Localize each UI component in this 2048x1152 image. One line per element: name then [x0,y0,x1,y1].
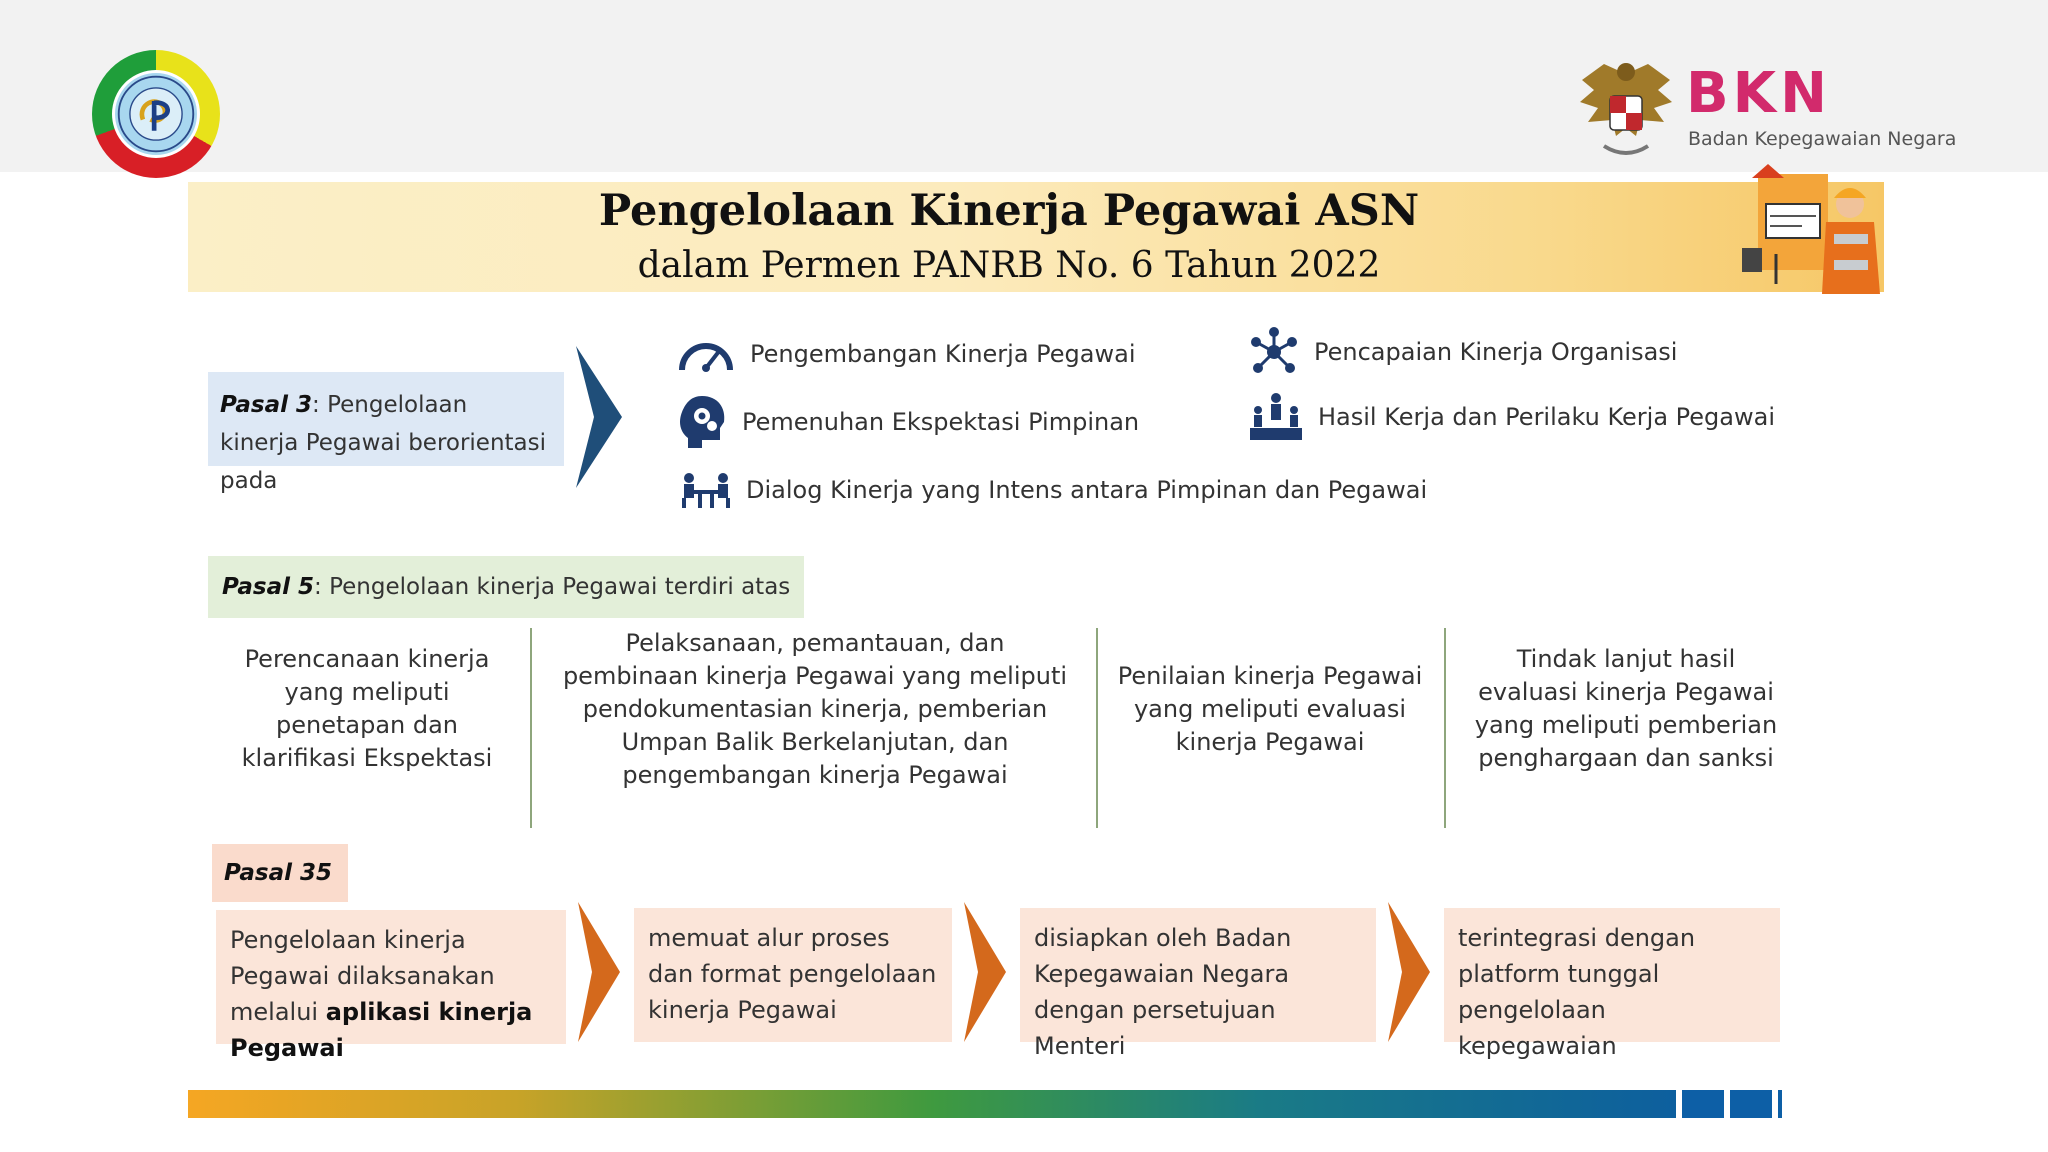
pasal5-text: : Pengelolaan kinerja Pegawai terdiri atas [314,574,791,600]
column-divider [1444,628,1446,828]
column-divider [530,628,532,828]
pasal3-item-5 [680,470,1427,510]
pasal3-item-text: Hasil Kerja dan Perilaku Kerja Pegawai [1318,403,1775,431]
pasal35-label-box [212,844,348,902]
pasal3-item-text: Pengembangan Kinerja Pegawai [750,340,1136,368]
pasal35-box1-bold: aplikasi kinerja Pegawai [230,998,533,1062]
pasal5-column-3: Penilaian kinerja Pegawai yang meliputi evaluasi kinerja Pegawai [1117,662,1423,756]
kinerja-logo-emblem [112,70,200,158]
arrow-right-icon [574,346,624,488]
pasal3-box [208,372,564,494]
arrow-right-icon [576,902,622,1042]
pasal3-item-1 [676,334,1136,374]
pasal35-box-1 [216,910,566,1062]
pasal3-item-4 [1248,392,1775,442]
pasal3-text: : Pengelolaan kinerja Pegawai berorientasi pada [220,392,547,494]
pasal35-box-2: memuat alur proses dan format pengelolaan kinerja Pegawai [634,908,952,1042]
pasal5-column-4: Tindak lanjut hasil evaluasi kinerja Pegawai yang meliputi pemberian penghargaan dan sanksi [1474,645,1778,772]
meeting-icon [680,470,732,510]
pasal35-box-3: disiapkan oleh Badan Kepegawaian Negara dengan persetujuan Menteri [1020,908,1376,1042]
footer-block [1682,1090,1724,1118]
worker-illustration-icon [1730,164,1890,294]
network-icon [1248,326,1300,378]
pasal5-column-2: Pelaksanaan, pemantauan, dan pembinaan kinerja Pegawai yang meliputi pendokumentasian kinerja, pemberian Umpan Balik Berkelanjutan, dan pengembangan kinerja Pegawai [562,629,1068,789]
team-podium-icon [1248,392,1304,442]
pasal35-box-4: terintegrasi dengan platform tunggal pengelolaan kepegawaian [1444,908,1780,1042]
pasal3-item-3 [678,394,1139,450]
bkn-wordmark: BKN [1686,61,1831,126]
pasal3-item-text: Dialog Kinerja yang Intens antara Pimpinan dan Pegawai [746,476,1428,504]
pasal5-label: Pasal 5 [222,574,315,600]
pasal35-box1-text: Pengelolaan kinerja Pegawai dilaksanakan melalui [230,926,495,1026]
pasal3-label: Pasal 3 [220,392,313,418]
footer-block [1730,1090,1772,1118]
pasal5-column-1: Perencanaan kinerja yang meliputi penetapan dan klarifikasi Ekspektasi [241,645,493,772]
page-subtitle: dalam Permen PANRB No. 6 Tahun 2022 [637,245,1381,286]
kinerja-logo [92,50,220,178]
pasal3-item-text: Pemenuhan Ekspektasi Pimpinan [742,408,1140,436]
arrow-right-icon [1386,902,1432,1042]
footer-block [1778,1090,1782,1118]
speedometer-icon [676,334,736,374]
arrow-right-icon [962,902,1008,1042]
pasal5-box [208,556,804,618]
page-title: Pengelolaan Kinerja Pegawai ASN [598,186,1420,236]
head-gears-icon [678,394,728,450]
pasal35-label: Pasal 35 [224,860,333,886]
pasal3-item-text: Pencapaian Kinerja Organisasi [1314,338,1678,366]
pasal3-item-2 [1248,326,1677,378]
garuda-emblem-icon [1574,56,1678,166]
column-divider [1096,628,1098,828]
bkn-subtitle: Badan Kepegawaian Negara [1688,128,1957,150]
footer-gradient-strip [188,1090,1676,1118]
